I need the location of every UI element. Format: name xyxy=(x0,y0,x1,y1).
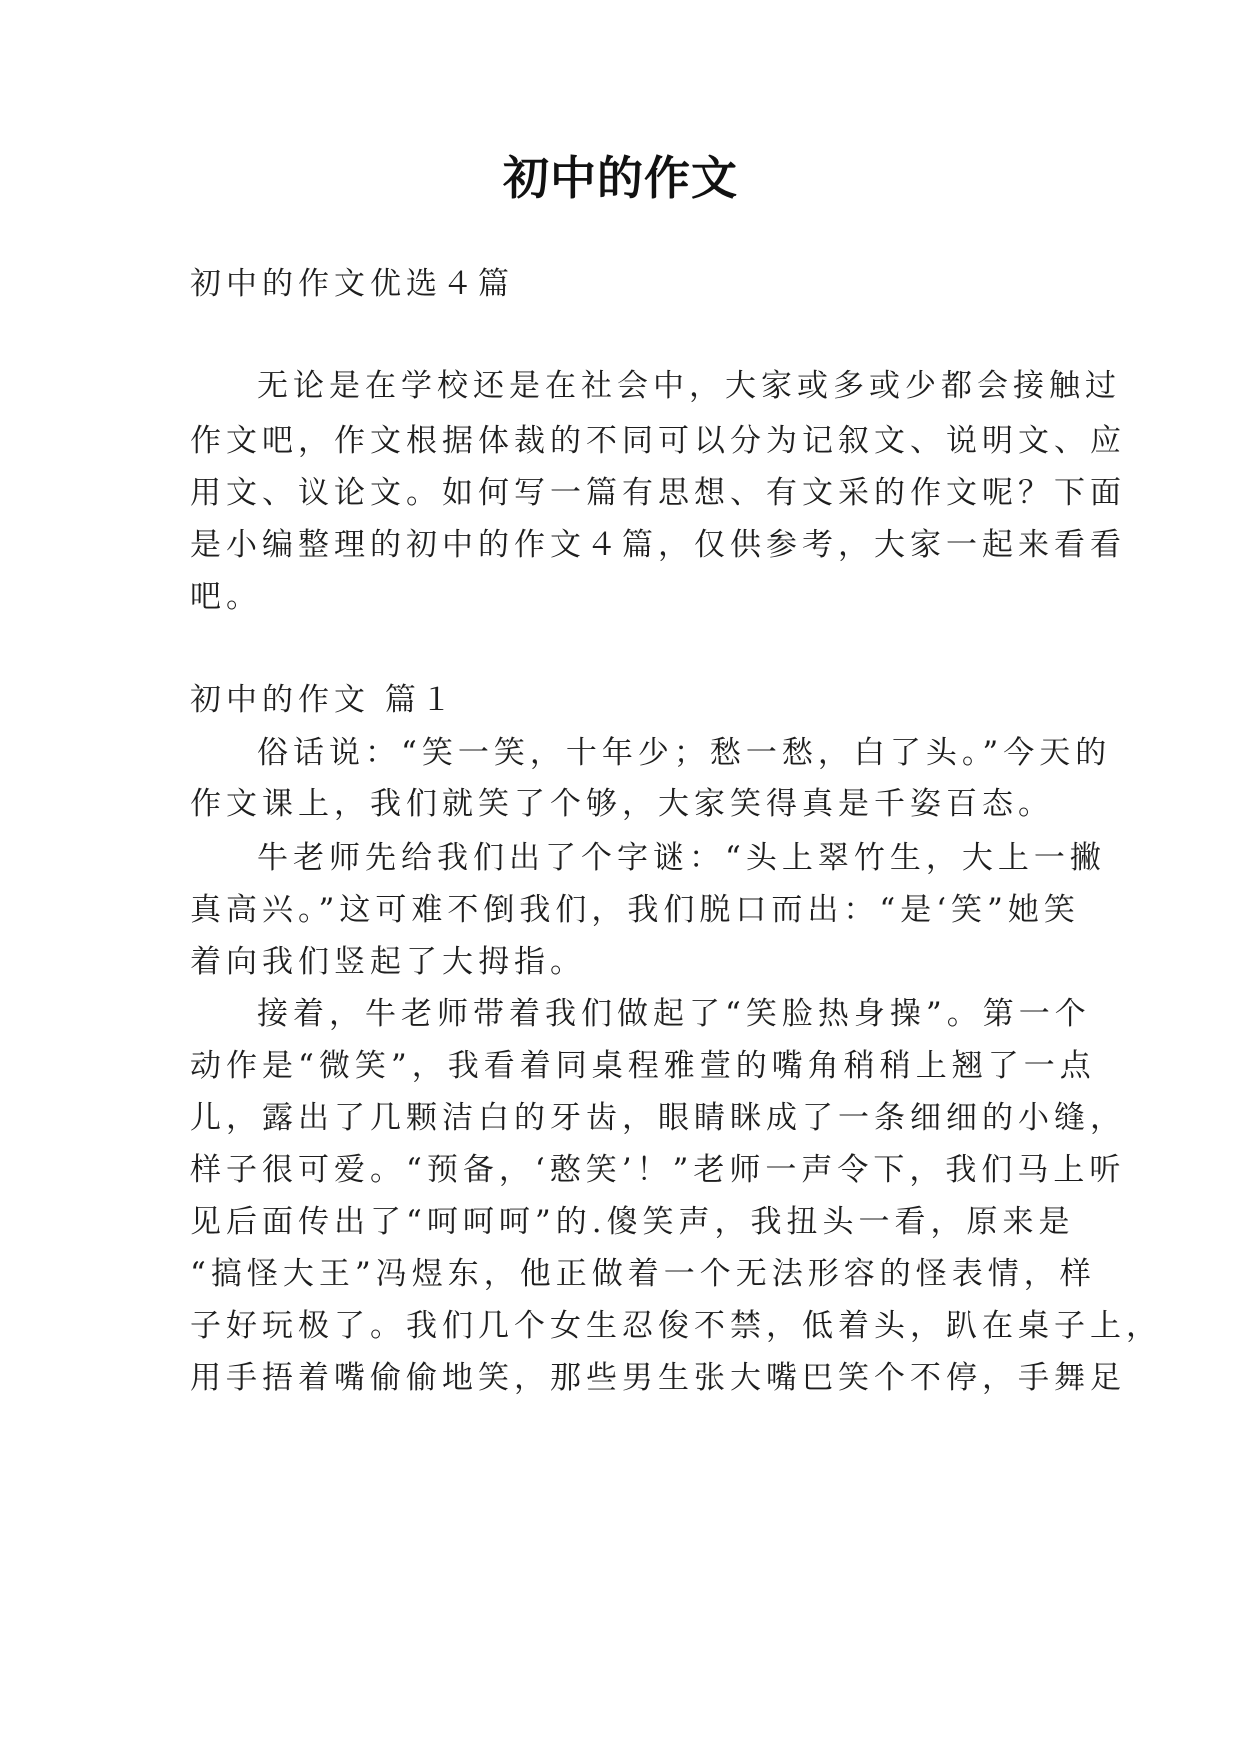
body-line: 牛老师先给我们出了个字谜：“头上翠竹生，大上一撇 xyxy=(257,840,1106,876)
body-line: “搞怪大王”冯煜东，他正做着一个无法形容的怪表情，样 xyxy=(190,1256,1096,1292)
body-line: 样子很可爱。“预备，‘憨笑’！”老师一声令下，我们马上听 xyxy=(190,1152,1126,1188)
body-line: 真高兴。”这可难不倒我们，我们脱口而出：“是‘笑”她笑 xyxy=(190,892,1080,928)
intro-line: 无论是在学校还是在社会中，大家或多或少都会接触过 xyxy=(257,368,1121,404)
intro-line: 吧。 xyxy=(190,579,262,615)
body-line: 儿，露出了几颗洁白的牙齿，眼睛眯成了一条细细的小缝， xyxy=(190,1100,1126,1136)
intro-line: 作文吧，作文根据体裁的不同可以分为记叙文、说明文、应 xyxy=(190,423,1126,459)
body-line: 着向我们竖起了大拇指。 xyxy=(190,944,586,980)
body-line: 动作是“微笑”，我看着同桌程雅萱的嘴角稍稍上翘了一点 xyxy=(190,1048,1096,1084)
section-heading: 初中的作文 篇１ xyxy=(190,682,457,718)
document-subtitle: 初中的作文优选４篇 xyxy=(190,266,514,302)
body-line: 见后面传出了“呵呵呵”的.傻笑声，我扭头一看，原来是 xyxy=(190,1204,1075,1240)
body-line: 用手捂着嘴偷偷地笑，那些男生张大嘴巴笑个不停，手舞足 xyxy=(190,1360,1126,1396)
intro-line: 是小编整理的初中的作文４篇，仅供参考，大家一起来看看 xyxy=(190,527,1126,563)
intro-line: 用文、议论文。如何写一篇有思想、有文采的作文呢？下面 xyxy=(190,475,1126,511)
body-line: 俗话说：“笑一笑，十年少；愁一愁，白了头。”今天的 xyxy=(257,735,1112,771)
body-line: 接着，牛老师带着我们做起了“笑脸热身操”。第一个 xyxy=(257,996,1091,1032)
body-line: 子好玩极了。我们几个女生忍俊不禁，低着头，趴在桌子上， xyxy=(190,1308,1162,1344)
document-title: 初中的作文 xyxy=(503,151,738,205)
body-line: 作文课上，我们就笑了个够，大家笑得真是千姿百态。 xyxy=(190,786,1054,822)
